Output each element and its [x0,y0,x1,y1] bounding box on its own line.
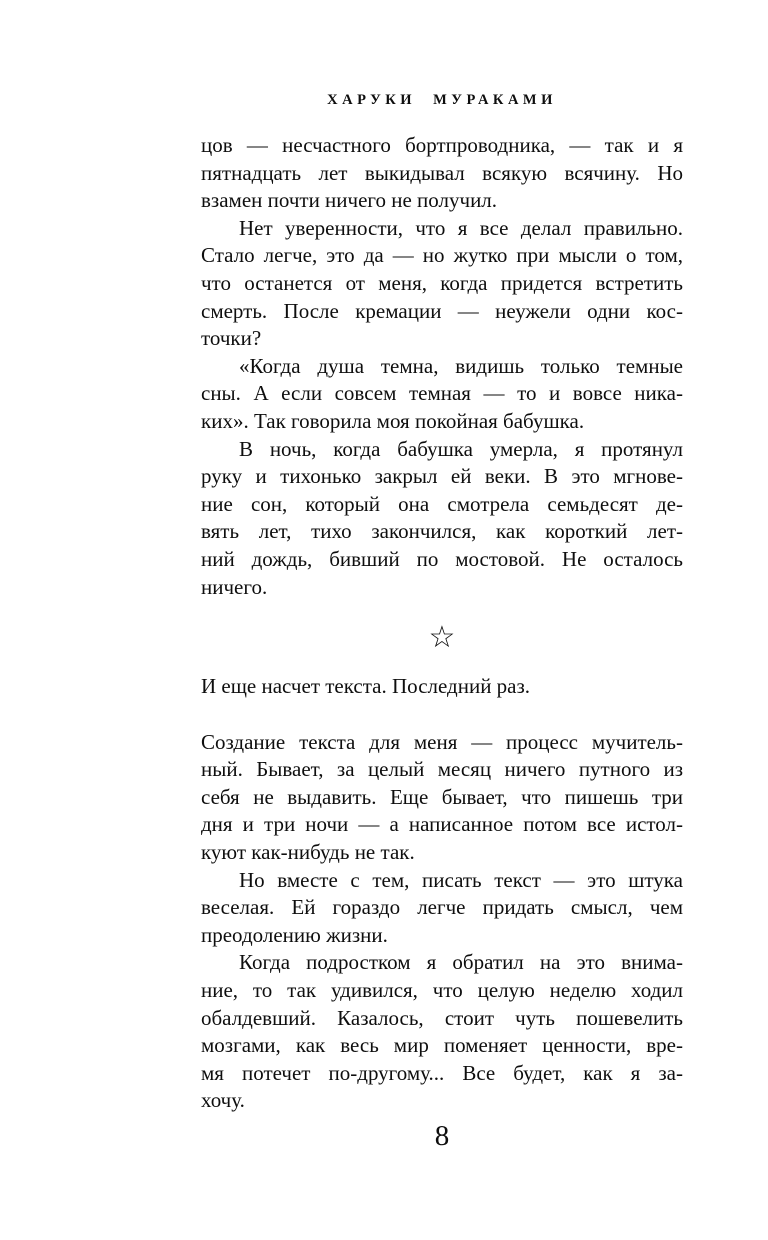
text-line: мозгами, как весь мир поменяет ценности, вре- [201,1033,683,1058]
star-icon: ☆ [428,621,456,655]
star-divider [201,622,683,654]
text-line: сны. А если совсем темная — то и вовсе ника- [201,381,683,406]
paragraph [201,949,683,1115]
text-line: преодолению жизни. [201,922,388,947]
text-line: дня и три ночи — а написанное потом все истол- [201,812,683,837]
text-line: веселая. Ей гораздо легче придать смысл, чем [201,895,683,920]
text-line: вять лет, тихо закончился, как короткий лет- [201,519,683,544]
text-line: руку и тихонько закрыл ей веки. В это мгнове- [201,464,683,489]
text-line: ние, то так удивился, что целую неделю ходил [201,978,683,1003]
body-text [201,132,683,1115]
paragraph [201,673,683,701]
paragraph [201,132,683,215]
text-line: куют как-нибудь не так. [201,840,415,865]
text-line: взамен почти ничего не получил. [201,188,498,213]
page-number: 8 [434,1120,450,1152]
text-line: пятнадцать лет выкидывал всякую всячину. Но [201,160,683,185]
text-line: Создание текста для меня — процесс мучитель- [201,729,683,754]
text-line: «Когда душа темна, видишь только темные [239,353,683,378]
text-line: хочу. [201,1088,245,1113]
paragraph [201,215,683,353]
text-line: В ночь, когда бабушка умерла, я протянул [239,436,683,461]
text-line: Но вместе с тем, писать текст — это штука [239,867,683,892]
text-line: мя потечет по-другому... Все будет, как я за- [201,1060,683,1085]
paragraph [201,436,683,602]
text-line: ние сон, который она смотрела семьдесят де- [201,491,683,516]
text-line: Стало легче, это да — но жутко при мысли о том, [201,243,683,268]
running-head: ХАРУКИ МУРАКАМИ [327,92,557,108]
text-line: И еще насчет текста. Последний раз. [201,674,531,699]
text-line: Когда подростком я обратил на это внима- [239,950,683,975]
text-line: смерть. После кремации — неужели одни кос- [201,298,683,323]
text-line: точки? [201,326,262,351]
text-line: ний дождь, бивший по мостовой. Не осталось [201,546,683,571]
text-line: ный. Бывает, за целый месяц ничего путного из [201,757,683,782]
text-line: что останется от меня, когда придется встретить [201,270,683,295]
text-line: ких». Так говорила моя покойная бабушка. [201,408,585,433]
text-line: цов — несчастного бортпроводника, — так и я [201,133,683,157]
text-line: Нет уверенности, что я все делал правильно. [239,215,683,240]
text-line: ничего. [201,574,268,599]
text-line: обалдевший. Казалось, стоит чуть пошевелить [201,1005,683,1030]
paragraph [201,353,683,436]
paragraph [201,867,683,950]
text-line: себя не выдавить. Еще бывает, что пишешь три [201,784,683,809]
paragraph [201,729,683,867]
